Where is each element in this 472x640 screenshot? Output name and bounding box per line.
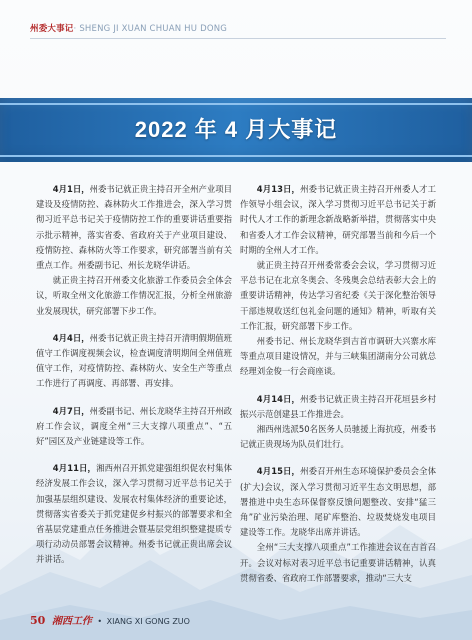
event-text: 全州“三大支撑八项重点”工作推进会议在吉首召开。会议对标对表习近平总书记重要讲话精神，认真贯彻省委、省政府工作部署要求，推动“三大支 bbox=[240, 542, 436, 583]
section-pinyin: · SHENG JI XUAN CHUAN HU DONG bbox=[73, 24, 228, 34]
event-paragraph bbox=[240, 334, 436, 380]
event-text: 州委书记就正贵主持召开清明假期值班值守工作调度视频会议，检查调度清明期间全州值班值守工作，对疫情防控、森林防火、安全生产等重点工作进行了再调度、再部署、再安排。 bbox=[36, 332, 233, 389]
header-divider bbox=[30, 38, 446, 39]
event-date: 4月11日， bbox=[52, 463, 97, 474]
event-paragraph bbox=[240, 464, 436, 540]
page-footer bbox=[30, 613, 330, 629]
event-entry bbox=[36, 331, 232, 392]
section-label: 州委大事记 bbox=[30, 24, 74, 34]
event-text: 州委副书记、州长龙晓华主持召开州政府工作会议，调度全州“三大支撑八项重点”、“五好”园区及产业链建设等工作。 bbox=[36, 405, 233, 447]
event-date: 4月7日， bbox=[52, 405, 90, 416]
event-text: 州委书记、州长龙晓华到吉首市调研大兴寨水库等重点项目建设情况，并与三峡集团湖南分公司就总经理刘金俊一行会商座谈。 bbox=[240, 336, 436, 377]
left-column bbox=[36, 182, 232, 580]
event-date: 4月15日， bbox=[256, 466, 301, 477]
event-date: 4月4日， bbox=[52, 332, 90, 343]
event-date: 4月1日， bbox=[52, 184, 90, 194]
event-date: 4月13日， bbox=[256, 184, 301, 194]
event-entry bbox=[36, 182, 232, 319]
event-entry bbox=[36, 461, 232, 567]
event-entry bbox=[240, 392, 436, 453]
event-paragraph bbox=[240, 182, 436, 258]
right-column bbox=[240, 182, 436, 598]
event-paragraph bbox=[36, 331, 232, 392]
event-text: 州委召开州生态环境保护委员会全体(扩大)会议，深入学习贯彻习近平生态文明思想，部署推进中央生态环保督察反馈问题整改、安排“猛三角”矿业污染治理、尾矿库整治、垃圾焚烧发电项目建设等工作。龙晓华出席并讲话。 bbox=[240, 466, 437, 538]
event-entry bbox=[36, 404, 232, 450]
page-number: 50 bbox=[30, 614, 46, 627]
event-text: 州委书记就正贵主持召开州委人才工作领导小组会议，深入学习贯彻习近平总书记关于新时代人才工作的新理念新战略新举措，贯彻落实中央和省委人才工作会议精神，研究部署当前和今后一个时期的全州人才工作。 bbox=[240, 184, 437, 255]
page-title: 2022 年 4 月大事记 bbox=[134, 117, 338, 142]
event-paragraph bbox=[36, 461, 232, 567]
magazine-pinyin: XIANG XI GONG ZUO bbox=[106, 617, 190, 626]
event-paragraph bbox=[240, 258, 436, 334]
event-paragraph bbox=[240, 392, 436, 422]
event-date: 4月14日， bbox=[256, 393, 301, 404]
event-entry bbox=[240, 464, 436, 586]
event-paragraph bbox=[36, 182, 232, 273]
event-text: 就正贵主持召开州委文化旅游工作委员会全体会议，听取全州文化旅游工作情况汇报，分析全州旅游业发展现状，研究部署下步工作。 bbox=[36, 275, 232, 316]
magazine-logo: 湘西工作 bbox=[51, 616, 92, 627]
event-paragraph bbox=[36, 273, 232, 319]
event-paragraph bbox=[240, 540, 436, 586]
event-paragraph bbox=[36, 404, 232, 450]
event-text: 州委书记就正贵主持召开全州产业项目建设及疫情防控、森林防火工作推进会，深入学习贯彻习近平总书记关于疫情防控工作的重要讲话重要指示批示精神，落实省委、省政府关于产业项目建设、疫情防控、森林防火等工作要求，研究部署当前有关重点工作。州委副书记、州长龙晓华讲话。 bbox=[36, 184, 233, 271]
footer-bullet: • bbox=[97, 617, 103, 626]
page-header bbox=[30, 22, 450, 36]
event-text: 就正贵主持召开州委常委会会议，学习贯彻习近平总书记在北京冬奥会、冬残奥会总结表彰大会上的重要讲话精神，传达学习省纪委《关于深化整治领导干部违规收送红包礼金问题的通知》精神，听取有关工作汇报，研究部署下步工作。 bbox=[240, 260, 436, 331]
event-text: 州委书记就正贵主持召开花垣县乡村振兴示范创建县工作推进会。 bbox=[240, 393, 437, 419]
event-text: 湘西州选派50名医务人员驰援上海抗疫，州委书记就正贵现场为队员们壮行。 bbox=[240, 424, 436, 450]
event-entry bbox=[240, 182, 436, 380]
event-paragraph bbox=[240, 422, 436, 452]
event-text: 湘西州召开抓党建强组织促农村集体经济发展工作会议，深入学习贯彻习近平总书记关于加强基层组织建设、发展农村集体经济的重要论述，贯彻落实省委关于抓党建促乡村振兴的部署要求和全省基层党建重点任务推进会暨基层党组织整建提质专项行动动员部署会议精神。州委书记就正贵出席会议并讲话。 bbox=[36, 463, 233, 565]
